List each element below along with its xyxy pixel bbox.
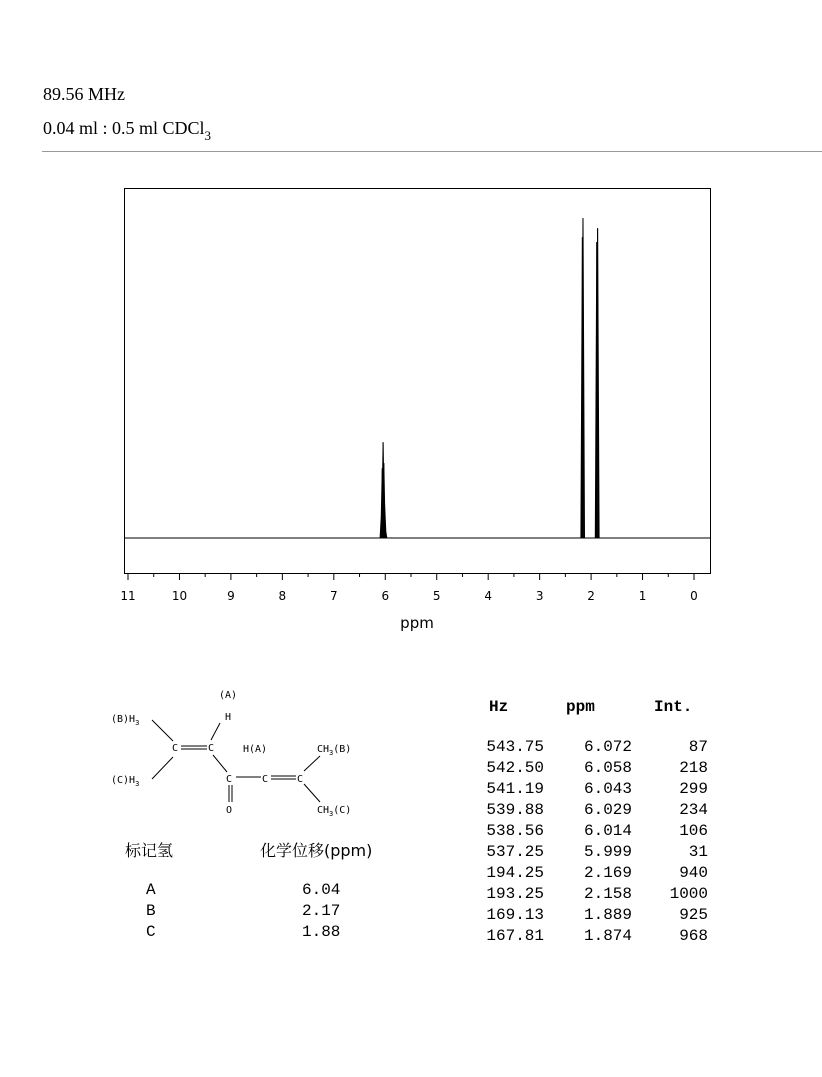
peak-cell-int: 299	[679, 780, 708, 798]
x-tick-label: 11	[120, 589, 136, 603]
label-h-a: H(A)	[243, 744, 268, 755]
peak-cell-hz: 539.88	[486, 801, 544, 819]
label-a-top: (A)	[219, 690, 238, 701]
sample-text: 0.04 ml : 0.5 ml CDCl	[43, 118, 205, 138]
peak-cell-ppm: 2.158	[583, 885, 632, 903]
atom-o: O	[226, 805, 233, 816]
x-tick-label: 0	[690, 589, 698, 603]
peak-cell-hz: 537.25	[486, 843, 544, 861]
peak-cell-hz: 542.50	[486, 759, 544, 777]
shift-table-shift-header: 化学位移(ppm)	[260, 841, 373, 860]
x-tick-label: 6	[381, 589, 390, 603]
peak-cell-ppm: 5.999	[583, 843, 632, 861]
shift-row-value: 6.04	[302, 881, 341, 899]
shift-row-value: 2.17	[302, 902, 341, 920]
sample-subscript: 3	[204, 128, 212, 143]
peak-cell-int: 106	[679, 822, 708, 840]
peak-cell-ppm: 1.874	[583, 927, 632, 945]
peak-cell-hz: 167.81	[486, 927, 544, 945]
peak-cell-ppm: 6.043	[583, 780, 632, 798]
molecule-structure	[105, 685, 385, 820]
x-axis-label: ppm	[400, 614, 434, 632]
peak-cell-hz: 543.75	[486, 738, 544, 756]
peak-cell-ppm: 6.072	[583, 738, 632, 756]
peak-cell-hz: 541.19	[486, 780, 544, 798]
peak-table-hz-header: Hz	[489, 698, 509, 716]
x-tick-label: 8	[278, 589, 287, 603]
group-b-left: $(B)H_3$	[111, 714, 140, 727]
header-divider	[42, 151, 822, 152]
shift-table-label-header: 标记氢	[125, 841, 174, 860]
peak-cell-hz: 169.13	[486, 906, 544, 924]
peak-cell-int: 1000	[669, 885, 708, 903]
x-axis-tick-labels	[120, 589, 697, 603]
peak-table-int-header: Int.	[654, 698, 693, 716]
x-tick-label: 10	[171, 589, 188, 603]
x-tick-label: 3	[535, 589, 544, 603]
peak-cell-int: 940	[679, 864, 708, 882]
peak-cell-int: 31	[688, 843, 708, 861]
peak-cell-int: 234	[679, 801, 708, 819]
group-ch3-c: $CH_3(C)$	[317, 805, 352, 818]
peak-cell-ppm: 6.058	[583, 759, 632, 777]
peak-cell-int: 968	[679, 927, 708, 945]
sample-description	[43, 118, 211, 144]
shift-row-value: 1.88	[302, 923, 341, 941]
nmr-spectrum-chart	[100, 180, 740, 640]
atom-c3: C	[226, 774, 233, 785]
x-axis-ticks	[128, 573, 694, 580]
bond-lines	[152, 720, 320, 802]
group-ch3-b: $CH_3(B)$	[317, 744, 352, 757]
peak-cell-ppm: 6.029	[583, 801, 632, 819]
peak-table-ppm-header: ppm	[566, 698, 595, 716]
peak-cell-ppm: 1.889	[583, 906, 632, 924]
atom-c5: C	[297, 774, 304, 785]
peak-cell-ppm: 6.014	[583, 822, 632, 840]
shift-row-label: A	[146, 881, 156, 899]
peak-cell-hz: 194.25	[486, 864, 544, 882]
peak-cell-hz: 193.25	[486, 885, 544, 903]
x-tick-label: 7	[329, 589, 338, 603]
atom-h-top: H	[225, 712, 232, 723]
plot-frame	[125, 189, 711, 574]
spectrometer-frequency: 89.56 MHz	[43, 84, 125, 104]
x-tick-label: 5	[432, 589, 441, 603]
peak-cell-ppm: 2.169	[583, 864, 632, 882]
group-c-left: $(C)H_3$	[111, 775, 140, 788]
peak-cell-int: 925	[679, 906, 708, 924]
shift-row-label: C	[146, 923, 156, 941]
x-tick-label: 9	[227, 589, 235, 603]
atom-c4: C	[262, 774, 269, 785]
peak-cell-hz: 538.56	[486, 822, 544, 840]
x-tick-label: 2	[587, 589, 595, 603]
peak-cell-int: 218	[679, 759, 708, 777]
atom-c1: C	[172, 743, 179, 754]
x-tick-label: 1	[638, 589, 647, 603]
peak-cell-int: 87	[688, 738, 708, 756]
x-tick-label: 4	[484, 589, 493, 603]
spectrum-trace	[125, 218, 710, 538]
atom-c2: C	[208, 743, 215, 754]
peak-lines	[382, 218, 598, 538]
shift-row-label: B	[146, 902, 156, 920]
